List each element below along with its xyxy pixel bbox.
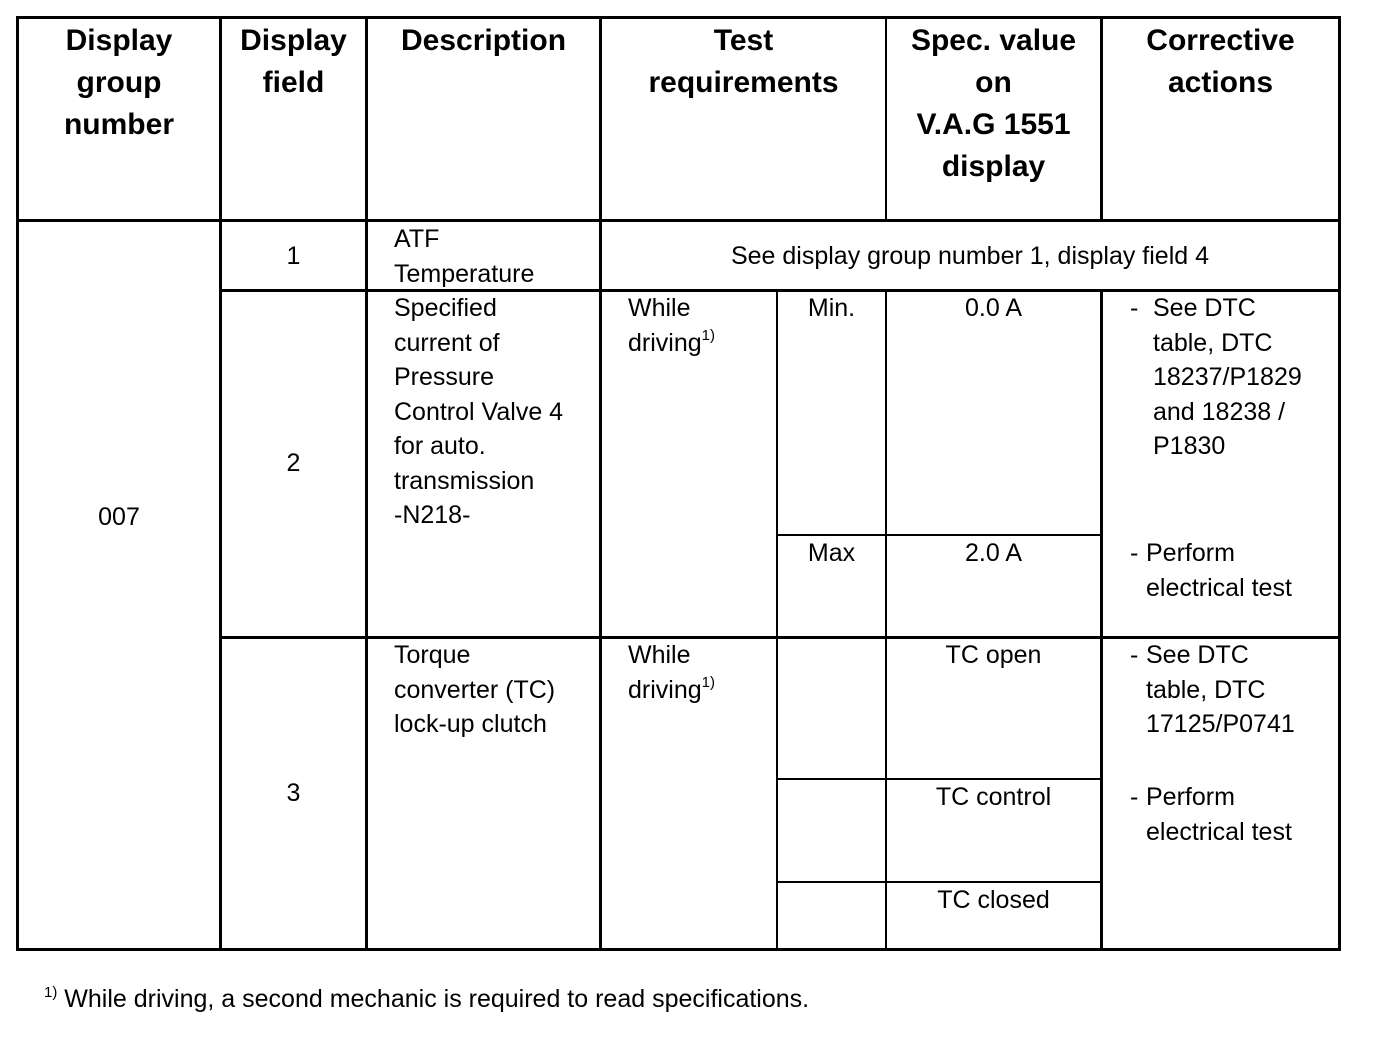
- header-test-requirements: Test requirements: [648, 24, 839, 99]
- footnote: [44, 985, 809, 1014]
- table-border-top: [16, 16, 1341, 19]
- row-description: ATF Temperature: [394, 225, 535, 288]
- display-field-number: 2: [286, 449, 301, 477]
- spec-value: TC closed: [937, 886, 1050, 914]
- column-divider: [776, 290, 778, 951]
- footnote-mark: 1): [701, 326, 715, 344]
- column-divider: [219, 16, 222, 951]
- corrective-action: - Perform electrical test: [1130, 539, 1292, 602]
- table-border-bottom: [16, 948, 1341, 951]
- spec-value: TC control: [935, 783, 1052, 811]
- footnote-mark: 1): [701, 673, 715, 691]
- column-divider: [1100, 290, 1103, 951]
- column-divider: [599, 16, 602, 951]
- header-description: Description: [400, 24, 567, 57]
- header-spec-value: Spec. value on V.A.G 1551 display: [910, 24, 1077, 183]
- corrective-action: - Perform electrical test: [1130, 783, 1292, 846]
- corrective-action: - See DTC table, DTC 18237/P1829 and 18238 / P1830: [1130, 294, 1302, 460]
- row-description: Specified current of Pressure Control Valve 4 for auto. transmission -N218-: [394, 294, 564, 529]
- row-description: Torque converter (TC) lock-up clutch: [394, 641, 556, 738]
- spec-value: TC open: [945, 641, 1042, 669]
- table-border-left: [16, 16, 19, 951]
- header-corrective-actions: Corrective actions: [1146, 24, 1295, 99]
- footnote-text: While driving, a second mechanic is required to read specifications.: [64, 985, 810, 1013]
- limit-label: Max: [807, 539, 856, 567]
- merged-note: See display group number 1, display field 4: [730, 242, 1210, 270]
- table-border-right: [1338, 16, 1341, 951]
- column-divider: [365, 16, 368, 951]
- limit-label: Min.: [807, 294, 856, 322]
- footnote-mark: 1): [44, 984, 58, 1001]
- corrective-action: - See DTC table, DTC 17125/P0741: [1130, 641, 1295, 738]
- column-divider: [885, 290, 887, 951]
- header-display-field: Display field: [240, 24, 347, 99]
- spec-value: 2.0 A: [965, 539, 1022, 567]
- header-display-group-number: Display group number: [63, 24, 174, 141]
- test-condition: While driving$^{1)}$: [628, 294, 715, 357]
- test-condition: While driving$^{1)}$: [628, 641, 715, 704]
- group-number: 007: [98, 503, 140, 531]
- spec-value: 0.0 A: [965, 294, 1022, 322]
- display-field-number: 3: [286, 779, 301, 807]
- header-divider: [16, 219, 1341, 222]
- display-field-number: 1: [286, 242, 301, 270]
